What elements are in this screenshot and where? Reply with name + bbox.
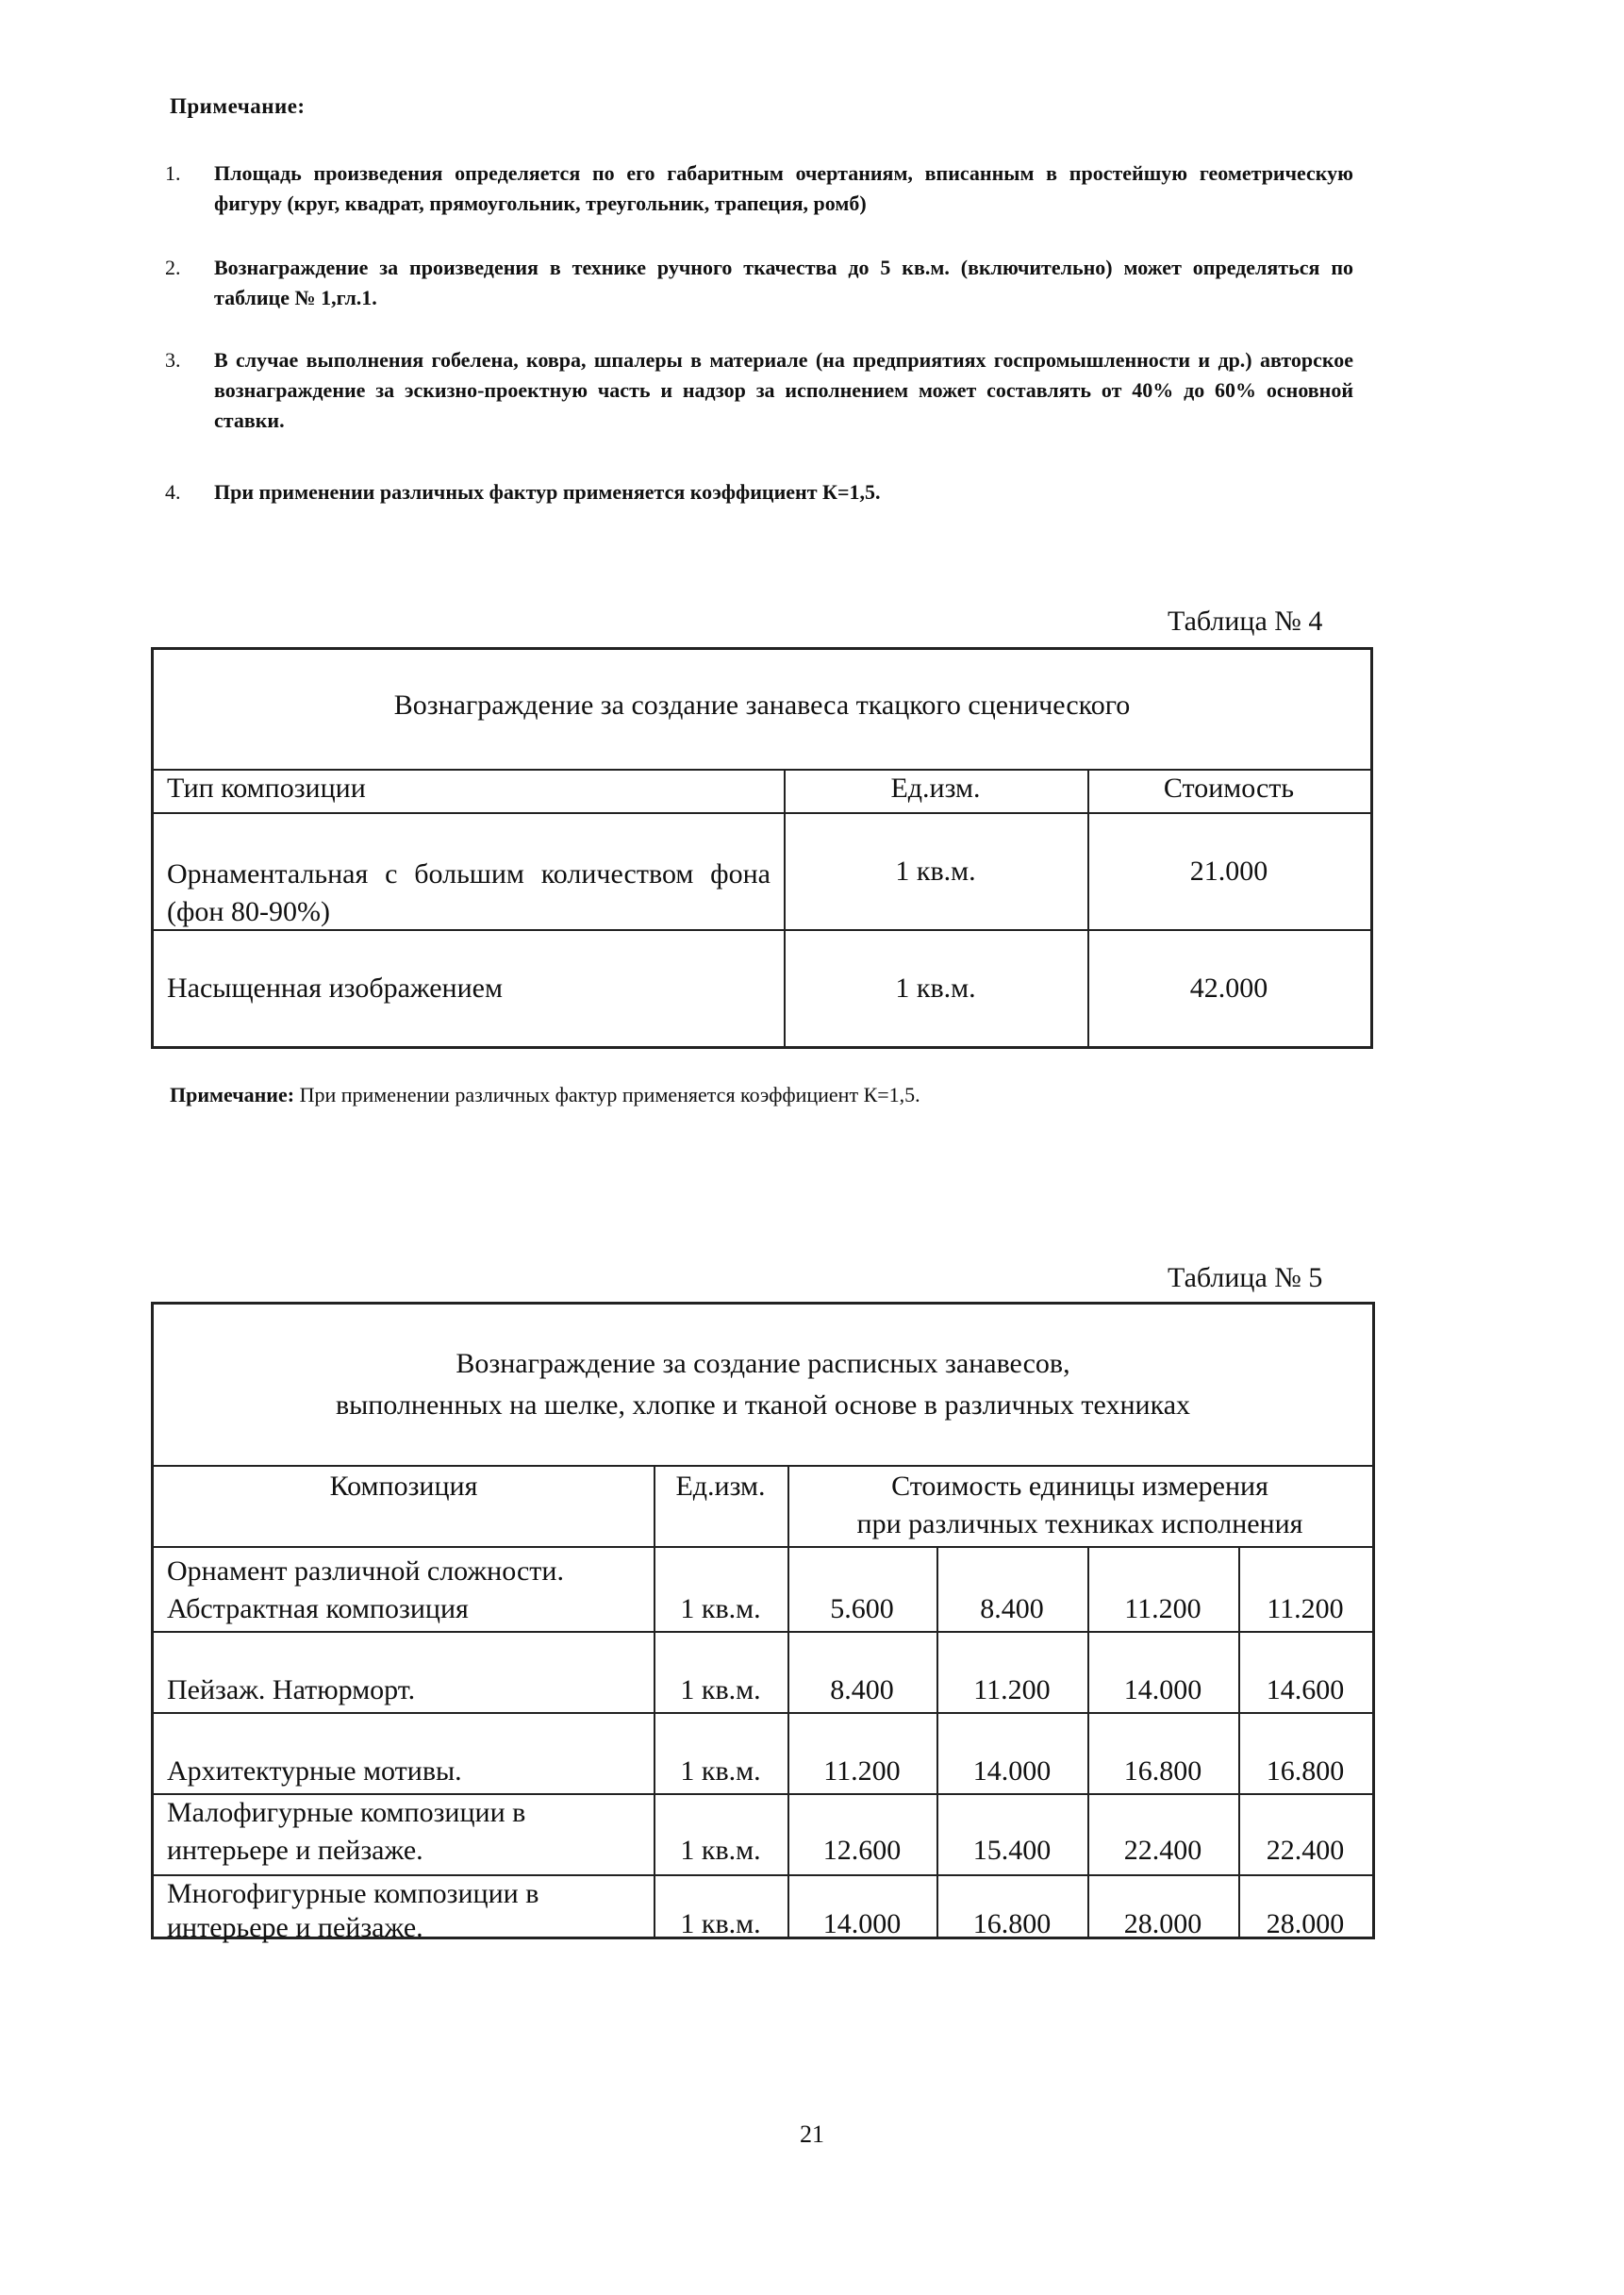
table5-row-2-value-1: 8.400 xyxy=(830,1674,894,1705)
table5-row-4-value-3: 22.400 xyxy=(1123,1835,1202,1866)
table5-row-4-composition-line2: интерьере и пейзаже. xyxy=(167,1835,423,1866)
table5-row-5-composition-line2: интерьере и пейзаже. xyxy=(167,1912,423,1943)
table5-row-5-value-2: 16.800 xyxy=(972,1908,1052,1939)
note-item-2 xyxy=(165,253,1353,313)
table5-row-1-value-4: 11.200 xyxy=(1267,1593,1344,1624)
table5-row-4-unit: 1 кв.м. xyxy=(680,1835,761,1866)
table5-row-1-value-2: 8.400 xyxy=(980,1593,1044,1624)
table5-row-1-value-1: 5.600 xyxy=(830,1593,894,1624)
table4-row-1-unit: 1 кв.м. xyxy=(895,856,976,887)
table4-footnote-label: Примечание: xyxy=(170,1083,295,1106)
table4-title: Вознаграждение за создание занавеса ткацкого сценического xyxy=(393,690,1131,721)
table5-row-3-value-1: 11.200 xyxy=(823,1755,901,1787)
note-number: 4. xyxy=(165,480,181,504)
table5-row-4-value-4: 22.400 xyxy=(1266,1835,1345,1866)
table5-row-4-composition-line1: Малофигурные композиции в xyxy=(167,1797,526,1828)
table5-header-cost-line1: Стоимость единицы измерения xyxy=(891,1471,1268,1502)
table5-row-5-composition-line1: Многофигурные композиции в xyxy=(167,1878,539,1909)
table5-header-composition: Композиция xyxy=(329,1471,478,1502)
table5-row-2-value-2: 11.200 xyxy=(973,1674,1051,1705)
table5-label: Таблица № 5 xyxy=(1168,1262,1323,1293)
table5-row-1-unit: 1 кв.м. xyxy=(680,1593,761,1624)
table4-header-unit: Ед.изм. xyxy=(890,773,981,804)
page-number: 21 xyxy=(800,2120,824,2148)
notes-title: Примечание: xyxy=(170,94,306,118)
note-item-3 xyxy=(165,345,1353,436)
table4-header-cost: Стоимость xyxy=(1163,773,1295,804)
table4-label: Таблица № 4 xyxy=(1168,606,1323,637)
table5-row-2-composition: Пейзаж. Натюрморт. xyxy=(167,1674,416,1705)
table5-row-3-value-3: 16.800 xyxy=(1123,1755,1202,1787)
table5-row-5-value-4: 28.000 xyxy=(1266,1908,1345,1939)
table5-row-4-value-1: 12.600 xyxy=(822,1835,902,1866)
note-text: В случае выполнения гобелена, ковра, шпалеры в материале (на предприятиях госпромышленности и др.) авторское вознаграждение за эскизно-проектную часть и надзор за исполнением может составлять от 40% до 60% основной ставки. xyxy=(214,348,1353,432)
note-text: Вознаграждение за произведения в технике ручного ткачества до 5 кв.м. (включительно) может определяться по таблице № 1,гл.1. xyxy=(214,256,1353,309)
table5-header-unit: Ед.изм. xyxy=(675,1471,766,1502)
note-item-1 xyxy=(165,158,1353,219)
note-number: 3. xyxy=(165,348,181,372)
table4-row-1-type: Орнаментальная с большим количеством фона (фон 80-90%) xyxy=(167,858,771,927)
table5-row-2-unit: 1 кв.м. xyxy=(680,1674,761,1705)
table5-row-5-value-3: 28.000 xyxy=(1123,1908,1202,1939)
table5-row-2-value-3: 14.000 xyxy=(1123,1674,1202,1705)
table4-row-2-type: Насыщенная изображением xyxy=(167,973,503,1004)
table4-header-type: Тип композиции xyxy=(167,773,366,804)
table4-footnote-text: При применении различных фактур применяется коэффициент К=1,5. xyxy=(299,1083,920,1106)
table5-row-3-unit: 1 кв.м. xyxy=(680,1755,761,1787)
table5-title-line2: выполненных на шелке, хлопке и тканой основе в различных техниках xyxy=(335,1389,1191,1421)
table5-row-3-composition: Архитектурные мотивы. xyxy=(167,1755,462,1787)
table4 xyxy=(151,647,1373,1049)
note-text: Площадь произведения определяется по его габаритным очертаниям, вписанным в простейшую геометрическую фигуру (круг, квадрат, прямоугольник, треугольник, трапеция, ромб) xyxy=(214,161,1353,215)
table5-header-cost-line2: при различных техниках исполнения xyxy=(856,1508,1303,1539)
table5 xyxy=(151,1302,1375,1943)
table5-row-3-value-2: 14.000 xyxy=(972,1755,1052,1787)
note-number: 2. xyxy=(165,256,181,279)
table5-row-1-composition-line2: Абстрактная композиция xyxy=(167,1593,469,1624)
table4-row-2-unit: 1 кв.м. xyxy=(895,973,976,1004)
note-number: 1. xyxy=(165,161,181,185)
table4-footnote xyxy=(170,1083,920,1107)
table5-title-line1: Вознаграждение за создание расписных занавесов, xyxy=(456,1348,1070,1379)
note-item-4 xyxy=(165,477,1353,507)
table5-row-2-value-4: 14.600 xyxy=(1266,1674,1345,1705)
note-text: При применении различных фактур применяется коэффициент К=1,5. xyxy=(214,480,881,504)
table5-row-1-value-3: 11.200 xyxy=(1124,1593,1201,1624)
table5-row-5-unit: 1 кв.м. xyxy=(680,1908,761,1939)
table5-row-1-composition-line1: Орнамент различной сложности. xyxy=(167,1555,564,1587)
table4-row-1-cost: 21.000 xyxy=(1189,856,1268,887)
table4-row-2-cost: 42.000 xyxy=(1189,973,1268,1004)
table5-row-3-value-4: 16.800 xyxy=(1266,1755,1345,1787)
table5-row-5-value-1: 14.000 xyxy=(822,1908,902,1939)
table5-row-4-value-2: 15.400 xyxy=(972,1835,1052,1866)
